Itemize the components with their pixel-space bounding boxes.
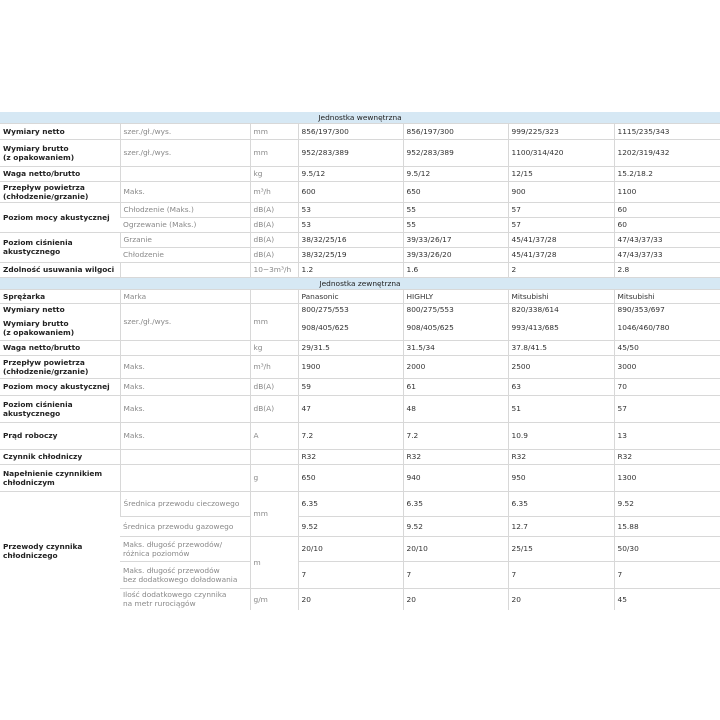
value-cell: 20/10 xyxy=(298,536,403,561)
value-cell: 51 xyxy=(508,395,614,422)
row-label: Zdolność usuwania wilgoci xyxy=(0,262,120,277)
table-row xyxy=(0,166,720,181)
value-cell: 2000 xyxy=(403,355,508,378)
value-cell: 9.52 xyxy=(403,516,508,536)
row-unit: m³/h xyxy=(250,355,298,378)
row-unit: kg xyxy=(250,340,298,355)
row-sublabel: Marka xyxy=(120,289,250,303)
table-row xyxy=(0,491,720,516)
table-row xyxy=(0,202,720,217)
table-row xyxy=(0,289,720,303)
value-cell: 53 xyxy=(298,217,403,232)
value-cell: 7 xyxy=(403,561,508,588)
value-cell: 10.9 xyxy=(508,422,614,449)
value-cell: 1900 xyxy=(298,355,403,378)
row-label: Wymiary brutto (z opakowaniem) xyxy=(0,316,120,340)
value-cell: 55 xyxy=(403,202,508,217)
value-cell: 993/413/685 xyxy=(508,316,614,340)
value-cell: 7 xyxy=(614,561,720,588)
value-cell: 25/15 xyxy=(508,536,614,561)
value-cell: 29/31.5 xyxy=(298,340,403,355)
value-cell: 50/30 xyxy=(614,536,720,561)
row-unit: dB(A) xyxy=(250,217,298,232)
row-label: Poziom ciśnienia akustycznego xyxy=(0,232,120,262)
row-unit: dB(A) xyxy=(250,247,298,262)
row-label: Sprężarka xyxy=(0,289,120,303)
section-title: Jednostka wewnętrzna xyxy=(0,112,720,123)
row-sublabel: Maks. długość przewodów/ różnica poziomów xyxy=(120,536,250,561)
row-unit: kg xyxy=(250,166,298,181)
value-cell: 57 xyxy=(508,202,614,217)
spec-table xyxy=(0,112,720,610)
value-cell: 48 xyxy=(403,395,508,422)
section-title: Jednostka zewnętrzna xyxy=(0,277,720,289)
row-sublabel: szer./gł./wys. xyxy=(120,123,250,139)
value-cell: 60 xyxy=(614,202,720,217)
value-cell: 47 xyxy=(298,395,403,422)
value-cell: 61 xyxy=(403,378,508,395)
row-unit: g/m xyxy=(250,588,298,610)
value-cell: 39/33/26/17 xyxy=(403,232,508,247)
value-cell: 6.35 xyxy=(298,491,403,516)
row-unit: m xyxy=(250,536,298,588)
table-row xyxy=(0,422,720,449)
value-cell: 1.6 xyxy=(403,262,508,277)
value-cell: 800/275/553 xyxy=(403,303,508,316)
row-unit: g xyxy=(250,464,298,491)
value-cell: 856/197/300 xyxy=(298,123,403,139)
value-cell: 650 xyxy=(298,464,403,491)
row-unit: m³/h xyxy=(250,181,298,202)
row-sublabel xyxy=(120,449,250,464)
row-sublabel xyxy=(120,166,250,181)
row-unit: dB(A) xyxy=(250,378,298,395)
row-sublabel: Ilość dodatkowego czynnika na metr rurociągów xyxy=(123,590,227,609)
value-cell: 38/32/25/16 xyxy=(298,232,403,247)
value-cell: 7 xyxy=(508,561,614,588)
value-cell: 999/225/323 xyxy=(508,123,614,139)
row-sublabel: Średnica przewodu gazowego xyxy=(120,516,250,536)
row-sublabel: Średnica przewodu cieczowego xyxy=(120,491,250,516)
row-label: Poziom mocy akustycznej xyxy=(0,202,120,232)
row-unit: mm xyxy=(250,139,298,166)
value-cell: 13 xyxy=(614,422,720,449)
value-cell: 890/353/697 xyxy=(614,303,720,316)
row-sublabel: Chłodzenie (Maks.) xyxy=(120,202,250,217)
table-row xyxy=(0,378,720,395)
value-cell: 7.2 xyxy=(298,422,403,449)
table-row xyxy=(0,123,720,139)
value-cell: 55 xyxy=(403,217,508,232)
row-unit: mm xyxy=(250,123,298,139)
value-cell: 45 xyxy=(614,588,720,610)
value-cell: 1300 xyxy=(614,464,720,491)
value-cell: 1100/314/420 xyxy=(508,139,614,166)
value-cell: 6.35 xyxy=(508,491,614,516)
value-cell: 9.5/12 xyxy=(298,166,403,181)
row-sublabel: Grzanie xyxy=(120,232,250,247)
table-row xyxy=(0,355,720,378)
table-row xyxy=(0,316,720,340)
row-sublabel: Maks. xyxy=(120,422,250,449)
row-sublabel: szer./gł./wys. xyxy=(120,303,250,340)
value-cell: 6.35 xyxy=(403,491,508,516)
value-cell: R32 xyxy=(298,449,403,464)
row-sublabel xyxy=(120,464,250,491)
table-row xyxy=(0,262,720,277)
row-sublabel: Maks. długość przewodów bez dodatkowego doładowania xyxy=(120,561,250,588)
value-cell: 45/41/37/28 xyxy=(508,232,614,247)
row-sublabel: Maks. xyxy=(120,378,250,395)
table-row xyxy=(0,181,720,202)
value-cell: 952/283/389 xyxy=(298,139,403,166)
row-label: Wymiary brutto (z opakowaniem) xyxy=(0,139,120,166)
row-sublabel: Chłodzenie xyxy=(120,247,250,262)
table-row xyxy=(0,464,720,491)
value-cell: 600 xyxy=(298,181,403,202)
row-label: Przepływ powietrza (chłodzenie/grzanie) xyxy=(0,181,120,202)
value-cell: R32 xyxy=(508,449,614,464)
value-cell: 7.2 xyxy=(403,422,508,449)
value-cell: 940 xyxy=(403,464,508,491)
row-label: Przepływ powietrza (chłodzenie/grzanie) xyxy=(0,355,120,378)
value-cell: 47/43/37/33 xyxy=(614,232,720,247)
value-cell: 856/197/300 xyxy=(403,123,508,139)
table-row xyxy=(0,303,720,316)
value-cell: 63 xyxy=(508,378,614,395)
value-cell: 3000 xyxy=(614,355,720,378)
value-cell: 53 xyxy=(298,202,403,217)
value-cell: 45/50 xyxy=(614,340,720,355)
row-unit: 10−3m³/h xyxy=(250,262,298,277)
value-cell: 7 xyxy=(298,561,403,588)
value-cell: 15.2/18.2 xyxy=(614,166,720,181)
table-row xyxy=(0,340,720,355)
value-cell: 70 xyxy=(614,378,720,395)
row-sublabel: Maks. xyxy=(120,355,250,378)
value-cell: 2.8 xyxy=(614,262,720,277)
value-cell: HIGHLY xyxy=(403,289,508,303)
row-unit: mm xyxy=(250,303,298,340)
value-cell: R32 xyxy=(403,449,508,464)
row-label: Czynnik chłodniczy xyxy=(0,449,120,464)
value-cell: 59 xyxy=(298,378,403,395)
value-cell: 31.5/34 xyxy=(403,340,508,355)
row-unit: dB(A) xyxy=(250,202,298,217)
row-sublabel: Ogrzewanie (Maks.) xyxy=(120,217,250,232)
row-sublabel xyxy=(120,262,250,277)
value-cell: R32 xyxy=(614,449,720,464)
value-cell: 60 xyxy=(614,217,720,232)
value-cell: 20/10 xyxy=(403,536,508,561)
table-row xyxy=(0,449,720,464)
table-row xyxy=(0,232,720,247)
value-cell: 20 xyxy=(403,588,508,610)
value-cell: 800/275/553 xyxy=(298,303,403,316)
row-unit xyxy=(250,289,298,303)
value-cell: 9.5/12 xyxy=(403,166,508,181)
table-row xyxy=(0,139,720,166)
row-label: Waga netto/brutto xyxy=(0,166,120,181)
value-cell: 47/43/37/33 xyxy=(614,247,720,262)
value-cell: 12.7 xyxy=(508,516,614,536)
value-cell: 2 xyxy=(508,262,614,277)
row-label: Wymiary netto xyxy=(3,305,65,315)
value-cell: 1202/319/432 xyxy=(614,139,720,166)
section-header-outdoor xyxy=(0,277,720,289)
row-unit: A xyxy=(250,422,298,449)
row-unit: mm xyxy=(250,491,298,536)
value-cell: 650 xyxy=(403,181,508,202)
table-row xyxy=(0,395,720,422)
row-unit: dB(A) xyxy=(250,232,298,247)
value-cell: Mitsubishi xyxy=(614,289,720,303)
value-cell: 1.2 xyxy=(298,262,403,277)
value-cell: 908/405/625 xyxy=(403,316,508,340)
value-cell: 45/41/37/28 xyxy=(508,247,614,262)
row-sublabel: Maks. xyxy=(120,181,250,202)
value-cell: 908/405/625 xyxy=(298,316,403,340)
row-unit: dB(A) xyxy=(250,395,298,422)
row-sublabel xyxy=(120,340,250,355)
section-header-indoor xyxy=(0,112,720,123)
value-cell: 57 xyxy=(508,217,614,232)
row-label: Prąd roboczy xyxy=(0,422,120,449)
value-cell: 900 xyxy=(508,181,614,202)
value-cell: 15.88 xyxy=(614,516,720,536)
value-cell: Mitsubishi xyxy=(508,289,614,303)
value-cell: 820/338/614 xyxy=(508,303,614,316)
row-sublabel: szer./gł./wys. xyxy=(120,139,250,166)
value-cell: 1115/235/343 xyxy=(614,123,720,139)
value-cell: 2500 xyxy=(508,355,614,378)
value-cell: 20 xyxy=(508,588,614,610)
row-label: Poziom ciśnienia akustycznego xyxy=(0,395,120,422)
value-cell: 37.8/41.5 xyxy=(508,340,614,355)
value-cell: 952/283/389 xyxy=(403,139,508,166)
value-cell: 38/32/25/19 xyxy=(298,247,403,262)
row-label: Poziom mocy akustycznej xyxy=(0,378,120,395)
value-cell: 39/33/26/20 xyxy=(403,247,508,262)
value-cell: 12/15 xyxy=(508,166,614,181)
row-sublabel: Maks. xyxy=(120,395,250,422)
row-label: Waga netto/brutto xyxy=(0,340,120,355)
row-label: Przewody czynnika chłodniczego xyxy=(3,541,83,560)
row-label: Napełnienie czynnikiem chłodniczym xyxy=(0,464,120,491)
value-cell: 950 xyxy=(508,464,614,491)
value-cell: 9.52 xyxy=(614,491,720,516)
value-cell: 9.52 xyxy=(298,516,403,536)
value-cell: 20 xyxy=(298,588,403,610)
value-cell: Panasonic xyxy=(298,289,403,303)
value-cell: 57 xyxy=(614,395,720,422)
value-cell: 1046/460/780 xyxy=(614,316,720,340)
value-cell: 1100 xyxy=(614,181,720,202)
row-unit xyxy=(250,449,298,464)
row-label: Wymiary netto xyxy=(0,123,120,139)
